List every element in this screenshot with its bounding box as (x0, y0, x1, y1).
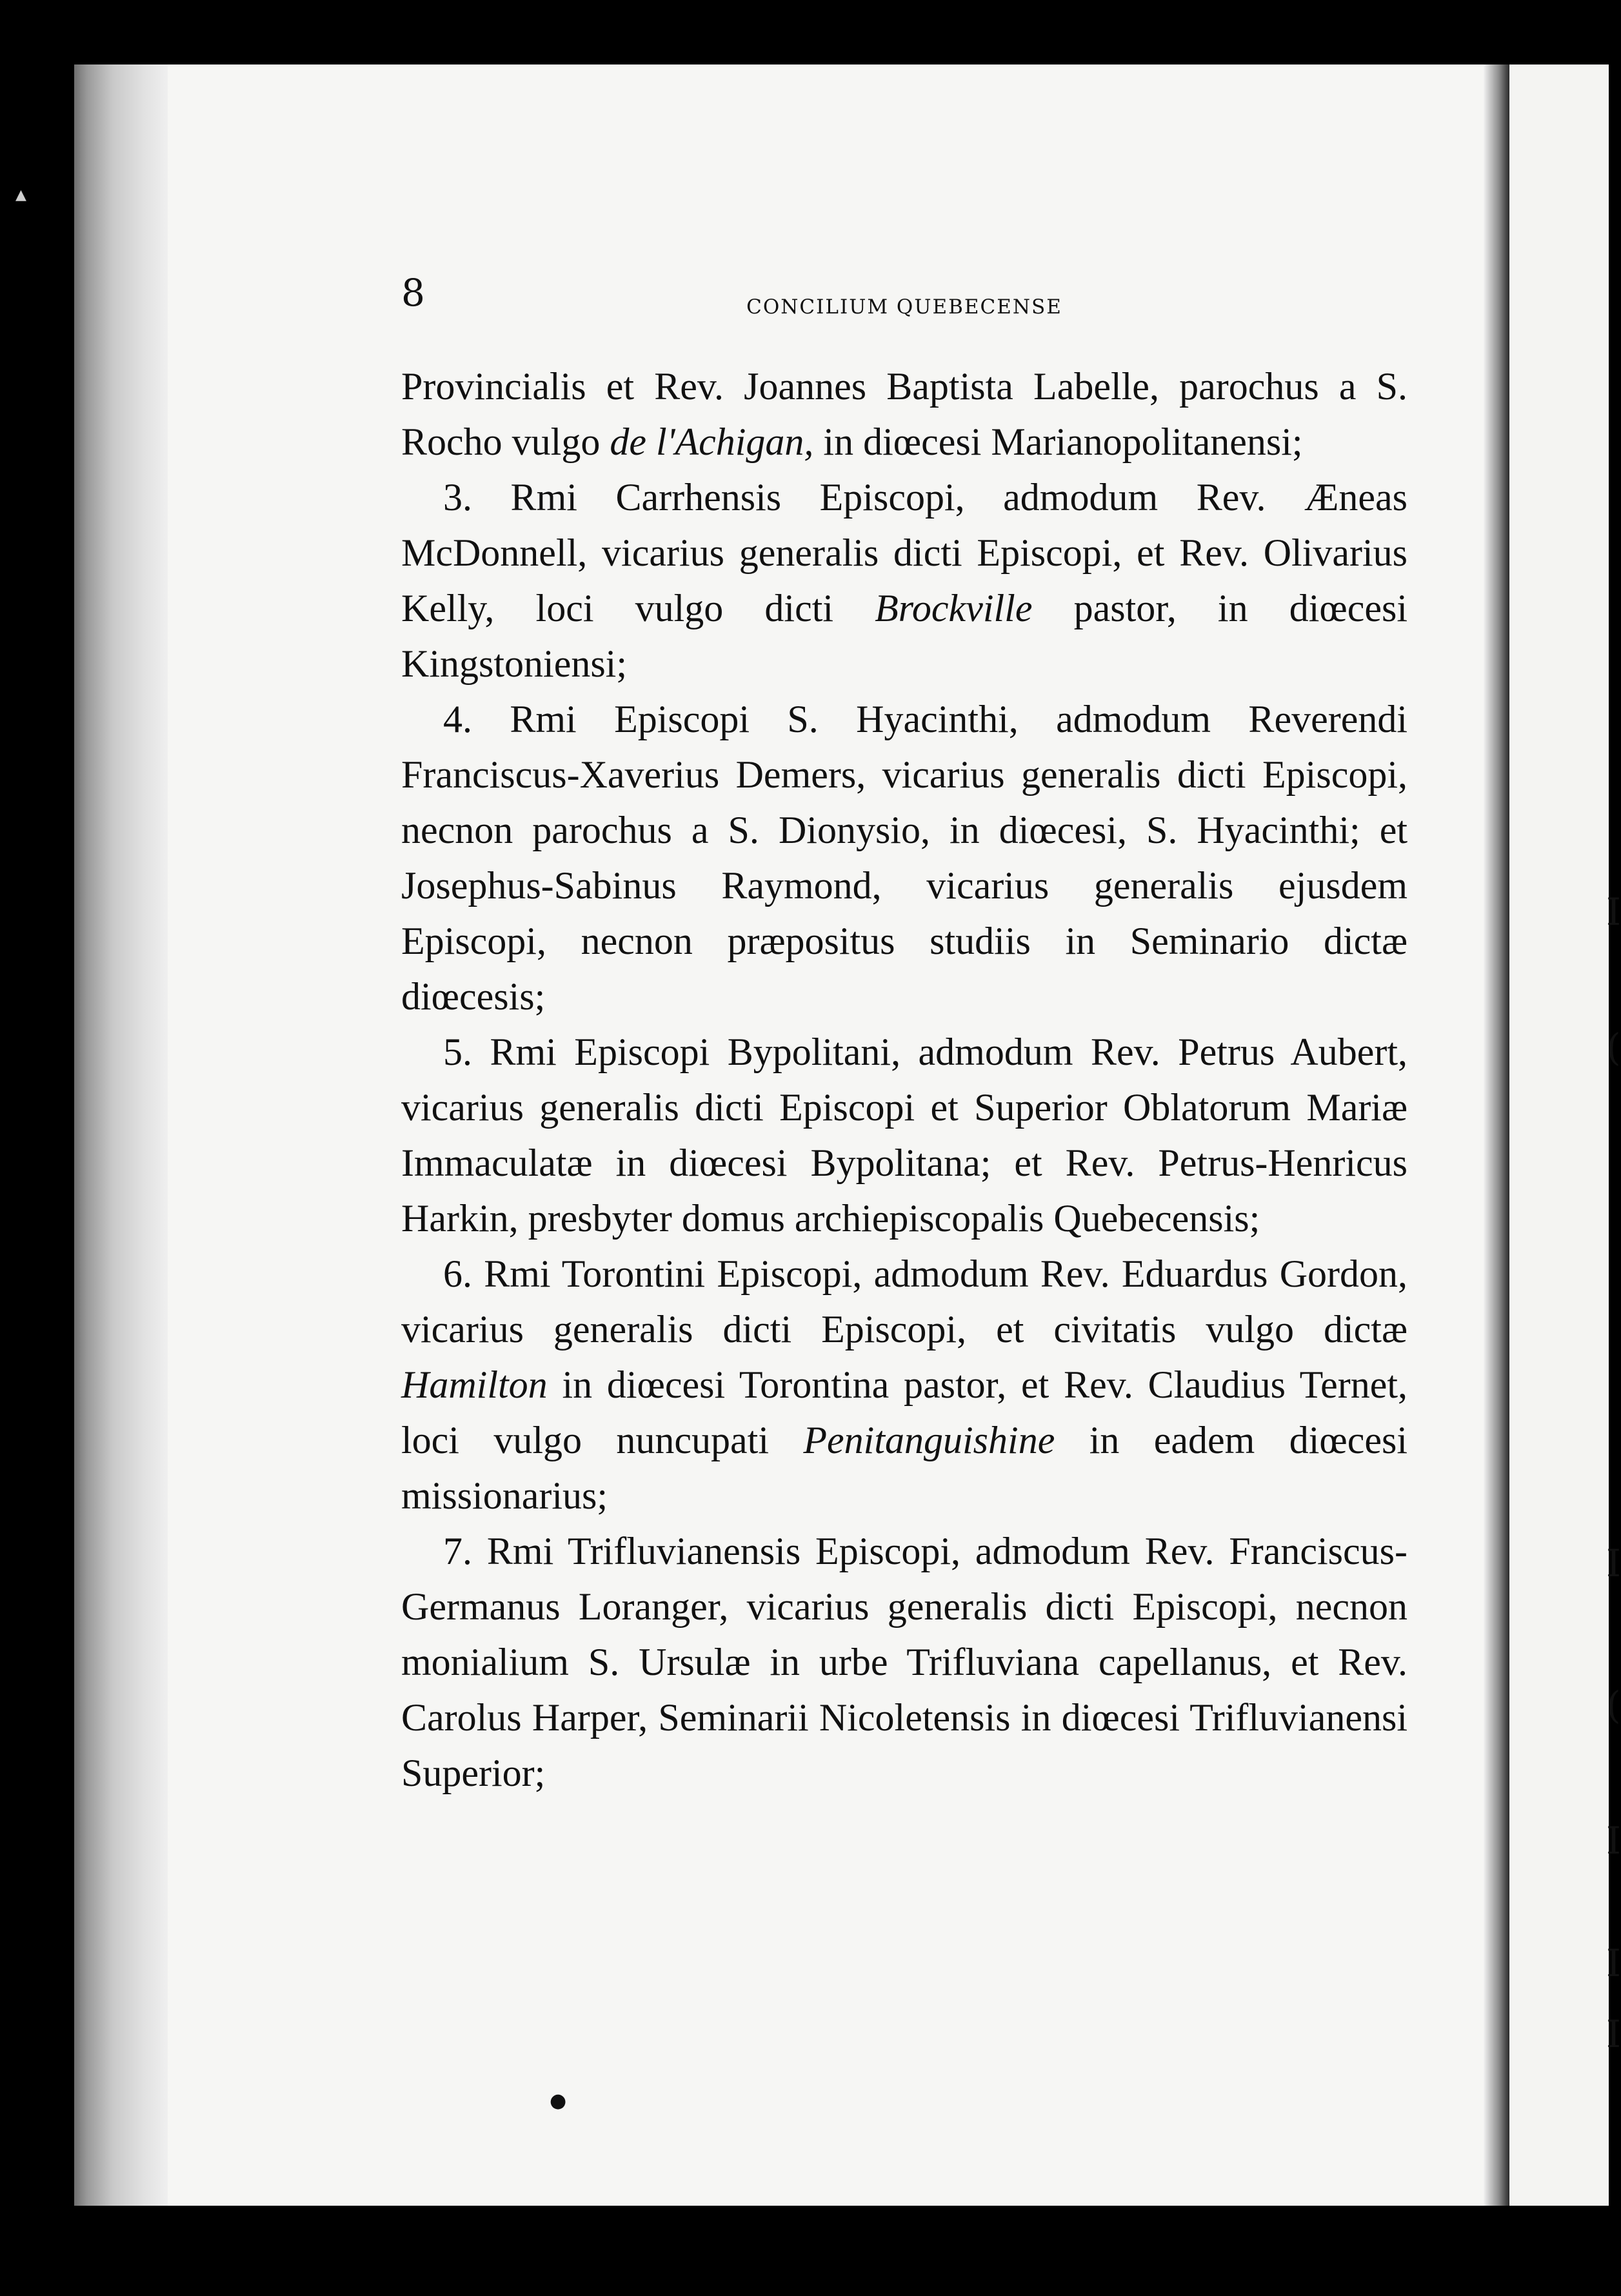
facing-page-fragment: I (1606, 1941, 1621, 1985)
text-run: Provincialis et Rev. Joannes Baptista Labelle, parochus a S. Rocho vulgo (401, 365, 1407, 463)
facing-page-edge (1509, 64, 1621, 2206)
italic-text: de l'Achigan, (610, 421, 814, 463)
facing-page-fragment: I (1606, 2012, 1621, 2056)
text-run: 4. Rmi Episcopi S. Hyacinthi, admodum Reverendi Franciscus-Xaverius Demers, vicarius generalis dicti Episcopi, necnon parochus a S. Dionysio, in diœcesi, S. Hyacinthi; et Josephus-Sabinus Raymond, vicarius generalis ejusdem Episcopi, necnon præpositus studiis in Seminario dictæ diœcesis; (401, 698, 1407, 1018)
page-header (401, 271, 1407, 335)
text-run: in diœcesi Marianopolitanensi; (813, 421, 1303, 463)
facing-page-fragment: ( (1606, 1683, 1621, 1727)
paragraph (401, 359, 1407, 470)
facing-page-fragment: I (1606, 890, 1621, 934)
page-number: 8 (401, 271, 425, 315)
paragraph (401, 1246, 1407, 1523)
paragraph (401, 1523, 1407, 1801)
running-title: CONCILIUM QUEBECENSE (746, 295, 1062, 319)
facing-page-fragment: I (1606, 1541, 1621, 1585)
italic-text: Hamilton (401, 1363, 548, 1406)
paragraph (401, 470, 1407, 691)
text-run: in eadem diœcesi missionarius; (401, 1419, 1407, 1517)
text-run: 6. Rmi Torontini Episcopi, admodum Rev. Eduardus Gordon, vicarius generalis dicti Episcopi, et civitatis vulgo dictæ (401, 1252, 1407, 1351)
italic-text: Brockville (875, 587, 1033, 629)
text-run: pastor, in diœcesi Kingstoniensi; (401, 587, 1407, 685)
ink-speck: ● (550, 2090, 567, 2112)
text-run: 3. Rmi Carrhensis Episcopi, admodum Rev. Æneas McDonnell, vicarius generalis dicti Episcopi, et Rev. Olivarius Kelly, loci vulgo dicti (401, 476, 1407, 629)
paragraph (401, 1024, 1407, 1246)
book-gutter (1484, 64, 1509, 2206)
body-text (401, 359, 1407, 1801)
italic-text: Penitanguishine (803, 1419, 1055, 1461)
text-run: in diœcesi Torontina pastor, et Rev. Claudius Ternet, loci vulgo nuncupati (401, 1363, 1407, 1461)
facing-page-fragment: I (1606, 1819, 1621, 1863)
facing-page-fragment: ( (1606, 1025, 1621, 1069)
scan-margin-mark: ▲ (15, 187, 26, 203)
text-run: 7. Rmi Trifluvianensis Episcopi, admodum Rev. Franciscus-Germanus Loranger, vicarius generalis dicti Episcopi, necnon monialium S. Ursulæ in urbe Trifluviana capellanus, et Rev. Carolus Harper, Seminarii Nicoletensis in diœcesi Trifluvianensi Superior; (401, 1530, 1407, 1794)
paragraph (401, 691, 1407, 1024)
page-edge-left (74, 64, 171, 2206)
text-run: 5. Rmi Episcopi Bypolitani, admodum Rev. Petrus Aubert, vicarius generalis dicti Episcopi et Superior Oblatorum Mariæ Immaculatæ in diœcesi Bypolitana; et Rev. Petrus-Henricus Harkin, presbyter domus archiepiscopalis Quebecensis; (401, 1031, 1407, 1240)
